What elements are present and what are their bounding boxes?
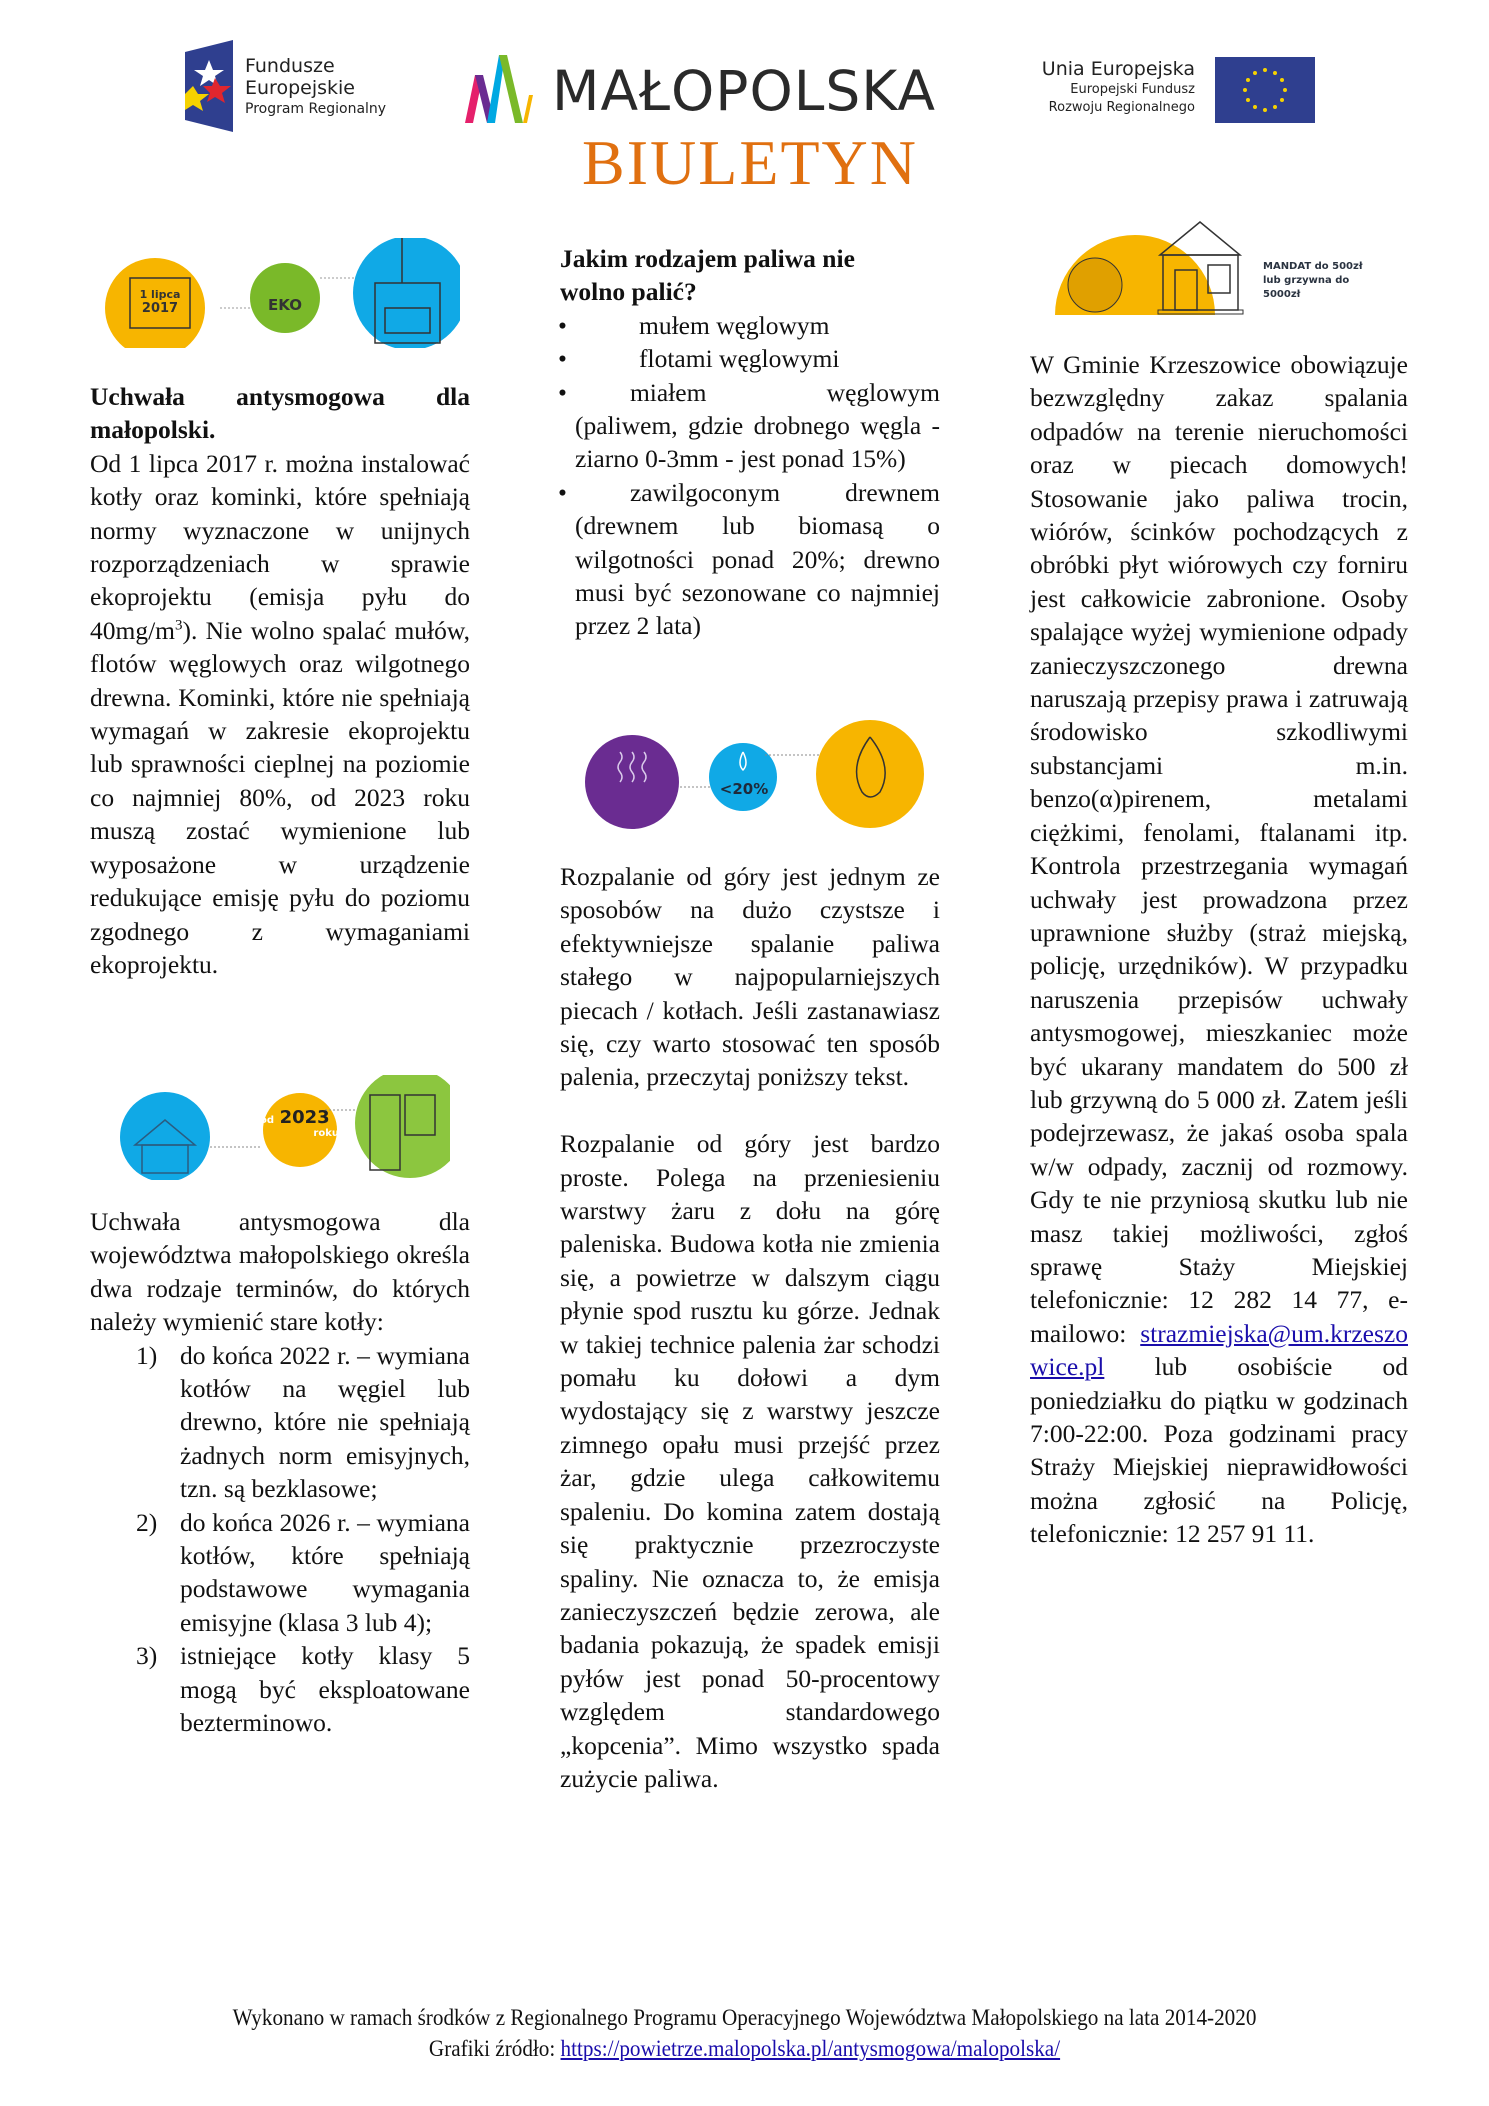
left-column-text-1 (90, 380, 470, 981)
eu-flag-icon (1215, 57, 1315, 123)
fuel-item-3: • miałem węglowym (paliwem, gdzie drobnego węgla - ziarno 0-3mm - jest ponad 15%) (558, 377, 940, 474)
malopolska-wordmark: MAŁOPOLSKA (552, 59, 937, 123)
bullet-icon: • (558, 377, 567, 407)
deadlines-list (90, 1339, 470, 1740)
od-2023-roku-label: od 2023 roku (260, 1107, 339, 1139)
eko-label: EKO (268, 296, 302, 314)
footer-source: Grafiki źródło: https://powietrze.malopolska.pl/antysmogowa/malopolska/ (428, 2036, 1061, 2061)
section-heading-paliwa: Jakim rodzajem paliwa nie wolno palić? (560, 244, 855, 307)
section-heading-uchwala: Uchwała antysmogowa dla małopolski. (90, 382, 470, 445)
left-column-text-2 (90, 1205, 470, 1740)
bullet-icon: • (558, 310, 567, 340)
paragraph-zakaz-spalania: W Gminie Krzeszowice obowiązuje bezwzględny zakaz spalania odpadów na terenie nieruchomości oraz w piecach domowych! Stosowanie jako paliwa trocin, wiórów, ścinków pochodzących z obróbki płyt wiórowych czy forniru jest całkowicie zabronione. Osoby spalające wyżej wymienione odpady zanieczyszczonego drewna naruszają przepisy prawa i zatruwają środowisko szkodliwymi substancjami m.in. benzo(α)pirenem, metalami ciężkimi, fenolami, ftalanami itp. Kontrola przestrzegania wymagań uchwały jest prowadzona przez uprawnione służby (straż miejską, policję, urzędników). W przypadku naruszenia przepisów uchwały antysmogowej, mieszkaniec może być ukarany mandatem do 500 zł lub grzywną do 5 000 zł. Zatem jeśli podejrzewasz, że jakaś osoba spala w/w odpady, zacznij od rozmowy. Gdy te nie przyniosą skutku lub nie masz takiej możliwości, zgłoś sprawę Staży Miejskiej telefonicznie: 12 282 14 77, e-mailowo: strazmiejska@um.krzeszowice.pl lub osobiście od poniedziałku do piątku w godzinach 7:00-22:00. Poza godzinami pracy Straży Miejskiej nieprawidłowości można zgłosić na Policję, telefonicznie: 12 257 91 11. (1030, 350, 1408, 1549)
deadline-item-2: 2) do końca 2026 r. – wymiana kotłów, które spełniają podstawowe wymagania emisyjne (klasa 3 lub 4); (136, 1507, 470, 1637)
fe-logo-line2: Europejskie (245, 77, 355, 99)
email-link-straz-miejska[interactable]: strazmiejska@um.krzeszowice.pl (1030, 1318, 1408, 1382)
calendar-date-label: 1 lipca 2017 (139, 288, 181, 316)
fine-amount-label: MANDAT do 500zł lub grzywna do 5000zł (1263, 261, 1363, 300)
bullet-icon: • (558, 344, 567, 374)
fuel-item-2: • flotami węglowymi (560, 342, 940, 375)
paragraph-uchwala: Od 1 lipca 2017 r. można instalować kotły oraz kominki, które spełniają normy wyznaczone w unijnych rozporządzeniach w sprawie ekoprojektu (emisja pyłu do $40mg/m^3$). Nie wolno spalać mułów, flotów węglowych oraz wilgotnego drewna. Kominki, które nie spełniają wymagań w zakresie ekoprojektu lub sprawności cieplnej na poziomie co najmniej 80%, od 2023 roku muszą zostać wymienione lub wyposażone w urządzenie redukujące emisję pyłu do poziomu zgodnego z wymaganiami ekoprojektu. (90, 448, 470, 979)
eco-boiler-illustration (100, 238, 460, 348)
header (0, 0, 1489, 200)
footer-funding-note: Wykonano w ramach środków z Regionalnego Programu Operacyjnego Województwa Małopolskiego na lata 2014-2020 (232, 2005, 1257, 2030)
bullet-icon: • (558, 477, 567, 507)
paragraph-terminy: Uchwała antysmogowa dla województwa małopolskiego określa dwa rodzaje terminów, do których należy wymienić stare kotły: (90, 1207, 470, 1337)
malopolska-m-icon (465, 55, 537, 123)
right-column-text (1030, 348, 1408, 1551)
ue-logo-line3: Rozwoju Regionalnego (1048, 100, 1195, 115)
footer (60, 2002, 1430, 2064)
ue-logo-line1: Unia Europejska (1041, 58, 1195, 80)
fe-logo-line1: Fundusze (245, 55, 335, 77)
moisture-label: <20% (719, 780, 769, 798)
paragraph-rozpalanie-1: Rozpalanie od góry jest jednym ze sposobów na dużo czystsze i efektywniejsze spalanie paliwa stałego w najpopularniejszych piecach / kotłach. Jeśli zastanawiasz się, czy warto stosować ten sposób palenia, przeczytaj poniższy tekst. (560, 862, 940, 1092)
wet-wood-illustration (585, 712, 925, 832)
malopolska-logo (460, 55, 970, 125)
deadline-item-1: 1) do końca 2022 r. – wymiana kotłów na węgiel lub drewno, które nie spełniają żadnych norm emisyjnych, tzn. są bezklasowe; (136, 1340, 470, 1504)
graphics-source-link[interactable]: https://powietrze.malopolska.pl/antysmogowa/malopolska/ (560, 2036, 1061, 2061)
paragraph-rozpalanie-2: Rozpalanie od góry jest bardzo proste. Polega na przeniesieniu warstwy żaru z dołu na górę paleniska. Budowa kotła nie zmienia się, a powietrze w dalszym ciągu płynie spod rusztu ku górze. Jednak w takiej technice palenia żar schodzi pomału ku dołowi a dym wydostający się z warstwy jeszcze zimnego opału musi przejść przez żar, gdzie ulega całkowitemu spaleniu. Do komina zatem dostają się praktycznie przezroczyste spaliny. Nie oznacza to, że emisja zanieczyszczeń będzie zerowa, ale badania pokazują, że spadek emisji pyłów jest ponad 50-procentowy względem standardowego „kopcenia”. Mimo wszystko spada zużycie paliwa. (560, 1129, 940, 1793)
middle-column-text-2 (560, 860, 940, 1795)
replacement-2023-illustration (110, 1075, 450, 1180)
deadline-item-3: 3) istniejące kotły klasy 5 mogą być eksploatowane bezterminowo. (136, 1641, 470, 1738)
ue-logo-line2: Europejski Fundusz (1070, 82, 1195, 97)
fe-flag-icon (185, 40, 233, 132)
fe-logo-line3: Program Regionalny (245, 101, 387, 117)
fuel-item-4: • zawilgoconym drewnem (drewnem lub biomasą o wilgotności ponad 20%; drewno musi być sezonowane co najmniej przez 2 lata) (558, 477, 940, 641)
unia-europejska-logo (1020, 55, 1320, 125)
forbidden-fuels-list (560, 309, 940, 643)
fuel-item-1: • mułem węglowym (560, 309, 940, 342)
middle-column-text-1 (560, 242, 940, 643)
fine-illustration (1050, 210, 1380, 320)
page-title: BIULETYN (582, 127, 918, 198)
fundusze-europejskie-logo (185, 40, 415, 135)
